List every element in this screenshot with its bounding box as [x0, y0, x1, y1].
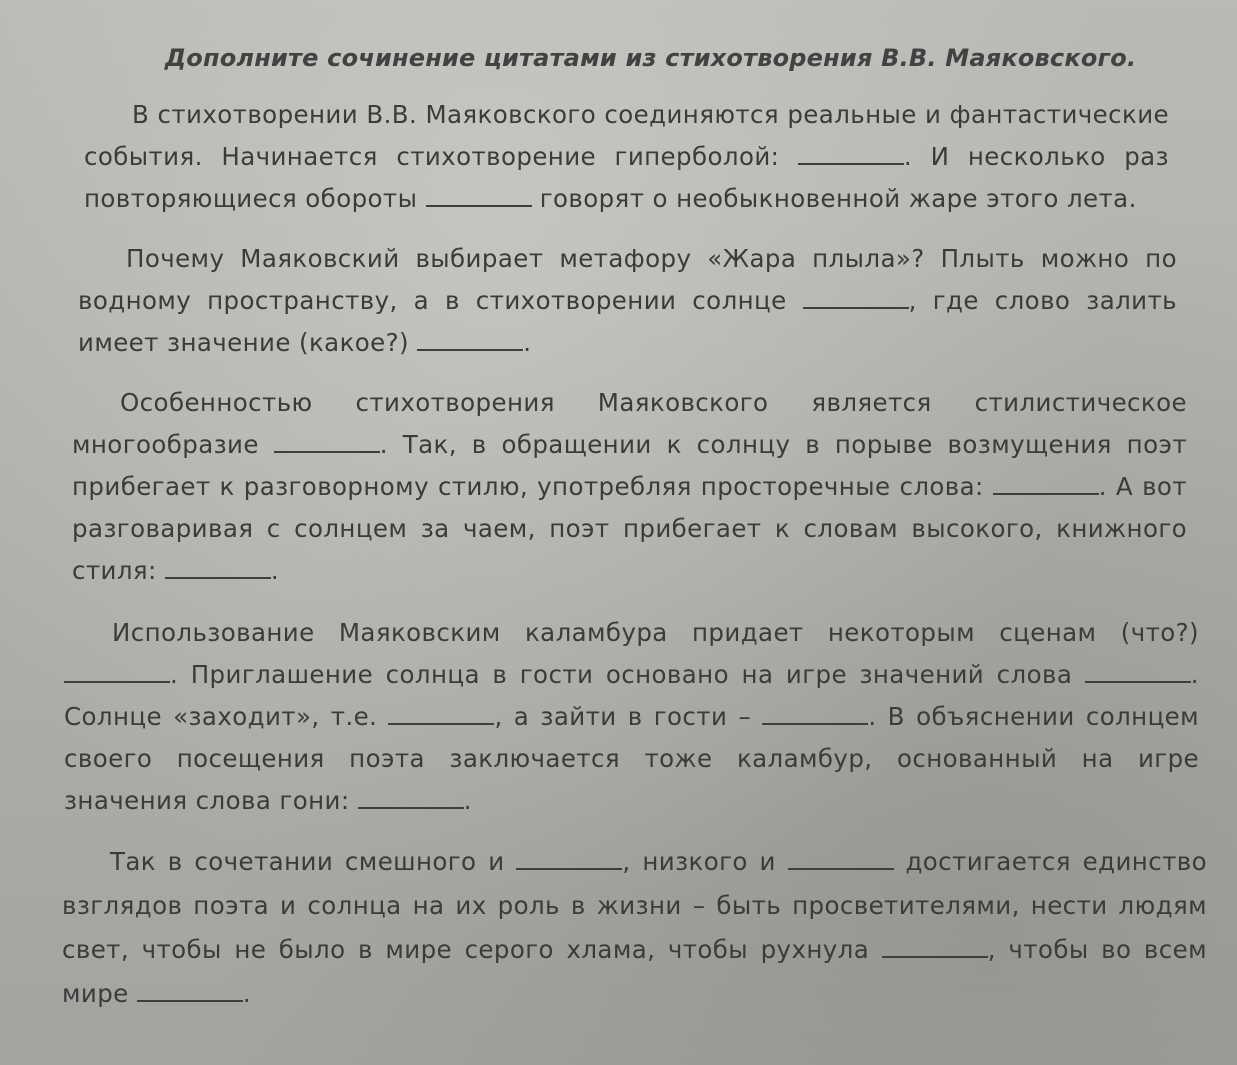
blank-field — [358, 785, 464, 809]
paragraph-2 — [62, 238, 1219, 364]
blank-field — [516, 846, 622, 870]
paragraph-5 — [62, 840, 1219, 1016]
blank-field — [426, 183, 532, 207]
paragraph-5-text-2: , низкого и — [622, 847, 788, 876]
blank-field — [762, 701, 868, 725]
blank-field — [64, 659, 170, 683]
blank-field — [417, 327, 523, 351]
blank-field — [993, 471, 1099, 495]
blank-field — [388, 701, 494, 725]
blank-field — [882, 934, 988, 958]
paragraph-1-text-1: В стихотворении В.В. Маяковского соединяются реальные и фантастические события. Начинается стихотворение гиперболой: — [84, 100, 1169, 171]
paragraph-1-text-2: . И несколько раз повторяющиеся обороты — [84, 142, 1169, 213]
paragraph-2-text-1: Почему Маяковский выбирает метафору «Жара плыла»? Плыть можно по водному пространству, а в стихотворении солнце — [78, 244, 1177, 315]
paragraph-4-text-6: . — [463, 786, 472, 815]
paragraph-3 — [62, 382, 1219, 592]
paragraph-3-text-2: . Так, в обращении к солнцу в порыве возмущения поэт прибегает к разговорному стилю, употребляя просторечные слова: — [72, 430, 1187, 501]
blank-field — [798, 141, 904, 165]
blank-field — [788, 846, 894, 870]
paragraph-4-text-3: . Солнце «заходит», т.е. — [64, 660, 1199, 731]
blank-field — [165, 555, 271, 579]
paragraph-3-text-4: . — [270, 556, 280, 585]
blank-field — [803, 285, 909, 309]
paragraph-3-text-1: Особенностью стихотворения Маяковского является стилистическое многообразие — [72, 388, 1187, 459]
paragraph-4-text-5: . В объяснении солнцем своего посещения поэта заключается тоже каламбур, основанный на игре значения слова гони: — [64, 702, 1199, 815]
blank-field — [274, 429, 380, 453]
paragraph-4 — [62, 612, 1219, 822]
paragraph-5-text-3: достигается единство взглядов поэта и солнца на их роль в жизни – быть просветителями, нести людям свет, чтобы не было в мире серого хлама, чтобы рухнула — [62, 847, 1207, 964]
paragraph-1 — [62, 94, 1219, 220]
paragraph-2-text-3: . — [523, 328, 532, 357]
paragraph-4-text-4: , а зайти в гости – — [494, 702, 763, 731]
paragraph-5-text-1: Так в сочетании смешного и — [110, 847, 517, 876]
paragraph-1-text-3: говорят о необыкновенной жаре этого лета. — [531, 184, 1137, 213]
paragraph-2-text-2: , где слово залить имеет значение (какое?) — [78, 286, 1177, 357]
paragraph-4-text-2: . Приглашение солнца в гости основано на игре значений слова — [170, 660, 1085, 689]
paragraph-5-text-5: . — [242, 979, 252, 1008]
worksheet-title: Дополните сочинение цитатами из стихотворения В.В. Маяковского. — [164, 44, 1137, 72]
paragraph-3-text-3: . А вот разговаривая с солнцем за чаем, поэт прибегает к словам высокого, книжного стиля: — [72, 472, 1187, 585]
paragraph-4-text-1: Использование Маяковским каламбура придает некоторым сценам (что?) — [112, 618, 1199, 647]
blank-field — [137, 978, 243, 1002]
paragraph-5-text-4: , чтобы во всем мире — [62, 935, 1207, 1008]
blank-field — [1085, 659, 1191, 683]
